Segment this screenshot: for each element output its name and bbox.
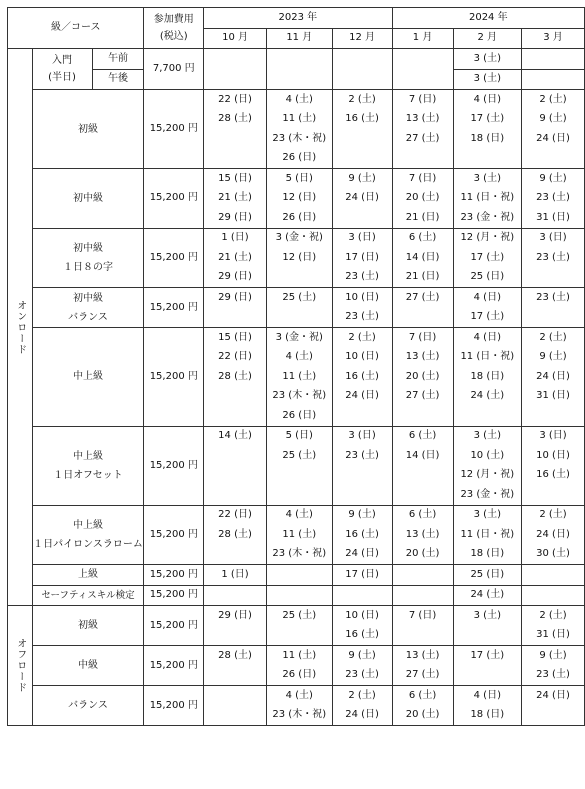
date-cell [266, 49, 332, 70]
date-cell: 18 (日) [453, 129, 521, 149]
date-cell: 1 (日) [204, 228, 267, 248]
date-cell: 13 (土) [392, 110, 453, 130]
date-cell: 24 (土) [453, 585, 521, 606]
date-cell: 1 (日) [204, 565, 267, 586]
date-cell: 3 (土) [453, 505, 521, 525]
date-cell: 11 (日・祝) [453, 189, 521, 209]
date-cell: 15 (日) [204, 169, 267, 189]
date-cell: 2 (土) [332, 328, 392, 348]
date-cell: 20 (土) [392, 367, 453, 387]
date-cell: 21 (日) [392, 208, 453, 228]
date-cell [392, 149, 453, 169]
date-cell [266, 585, 332, 606]
date-cell: 29 (日) [204, 288, 267, 308]
date-cell: 13 (土) [392, 525, 453, 545]
course-fee: 15,200 円 [144, 288, 204, 328]
course-row [8, 90, 585, 110]
date-cell: 4 (日) [453, 328, 521, 348]
date-cell: 4 (日) [453, 288, 521, 308]
date-cell [204, 686, 267, 706]
date-cell: 16 (土) [522, 466, 585, 486]
date-cell [204, 49, 267, 70]
date-cell: 24 (日) [522, 686, 585, 706]
date-cell: 31 (日) [522, 387, 585, 407]
course-row [8, 426, 585, 446]
date-cell: 2 (土) [332, 90, 392, 110]
date-cell [453, 626, 521, 646]
course-fee: 15,200 円 [144, 328, 204, 427]
course-label [32, 646, 144, 686]
date-cell: 9 (土) [522, 348, 585, 368]
course-label-line2: バランス [68, 311, 108, 323]
date-cell: 25 (日) [453, 565, 521, 586]
course-label [32, 606, 144, 646]
date-cell: 4 (日) [453, 686, 521, 706]
date-cell: 3 (土) [453, 606, 521, 626]
date-cell: 10 (日) [332, 288, 392, 308]
date-cell [453, 666, 521, 686]
month-header: 11 月 [266, 28, 332, 49]
date-cell: 7 (日) [392, 328, 453, 348]
date-cell [522, 406, 585, 426]
date-cell: 15 (日) [204, 328, 267, 348]
date-cell: 23 (金・祝) [453, 485, 521, 505]
date-cell: 11 (日・祝) [453, 348, 521, 368]
date-cell: 25 (土) [266, 446, 332, 466]
date-cell: 21 (土) [204, 189, 267, 209]
date-cell: 11 (土) [266, 367, 332, 387]
date-cell: 11 (土) [266, 525, 332, 545]
date-cell: 23 (土) [522, 189, 585, 209]
date-cell: 23 (木・祝) [266, 387, 332, 407]
date-cell [453, 406, 521, 426]
course-label [32, 426, 144, 505]
date-cell: 16 (土) [332, 110, 392, 130]
date-cell: 24 (日) [522, 525, 585, 545]
date-cell: 9 (土) [522, 169, 585, 189]
course-fee: 15,200 円 [144, 505, 204, 565]
date-cell [453, 149, 521, 169]
date-cell [332, 49, 392, 70]
section-label-onroad: オンロード [8, 49, 33, 606]
date-cell: 12 (日) [266, 248, 332, 268]
course-label-line1: バランス [68, 700, 108, 711]
date-cell: 9 (土) [332, 646, 392, 666]
date-cell: 14 (日) [392, 446, 453, 466]
course-fee: 15,200 円 [144, 606, 204, 646]
date-cell: 23 (金・祝) [453, 208, 521, 228]
course-label [32, 585, 144, 606]
course-fee: 15,200 円 [144, 169, 204, 229]
date-cell [204, 466, 267, 486]
date-cell [266, 268, 332, 288]
date-cell: 28 (土) [204, 525, 267, 545]
date-cell [204, 545, 267, 565]
date-cell: 2 (土) [522, 90, 585, 110]
date-cell: 11 (日・祝) [453, 525, 521, 545]
date-cell: 4 (土) [266, 348, 332, 368]
date-cell: 31 (日) [522, 208, 585, 228]
date-cell: 24 (日) [522, 129, 585, 149]
date-cell: 3 (日) [332, 228, 392, 248]
course-fee: 15,200 円 [144, 686, 204, 726]
date-cell: 11 (土) [266, 646, 332, 666]
date-cell: 24 (日) [332, 387, 392, 407]
course-label [32, 228, 144, 288]
date-cell: 7 (日) [392, 169, 453, 189]
trial-am-label: 午前 [92, 49, 144, 70]
date-cell [332, 149, 392, 169]
course-label-line1: 初中級 [73, 192, 104, 204]
course-label-line1: 初中級 [73, 292, 104, 304]
date-cell: 23 (木・祝) [266, 706, 332, 726]
date-cell: 28 (土) [204, 646, 267, 666]
date-cell: 9 (土) [332, 169, 392, 189]
date-cell: 23 (土) [332, 308, 392, 328]
date-cell [522, 268, 585, 288]
course-label [32, 565, 144, 586]
date-cell: 17 (土) [453, 646, 521, 666]
date-cell: 17 (土) [453, 248, 521, 268]
course-label [32, 505, 144, 565]
date-cell [332, 585, 392, 606]
date-cell: 22 (日) [204, 348, 267, 368]
month-header: 3 月 [522, 28, 585, 49]
section-label-offroad: オフロード [8, 606, 33, 726]
date-cell: 6 (土) [392, 686, 453, 706]
year-2023-header: 2023 年 [204, 8, 393, 29]
course-label-line1: 初中級 [73, 242, 104, 254]
date-cell [522, 308, 585, 328]
date-cell [204, 69, 267, 90]
course-label-line2: １日オフセット [53, 469, 123, 481]
date-cell: 16 (土) [332, 626, 392, 646]
date-cell: 23 (土) [332, 666, 392, 686]
month-header: 2 月 [453, 28, 521, 49]
date-cell [522, 585, 585, 606]
schedule-table [7, 7, 585, 726]
date-cell: 18 (日) [453, 545, 521, 565]
date-cell [392, 49, 453, 70]
date-cell [392, 626, 453, 646]
date-cell: 4 (土) [266, 505, 332, 525]
date-cell: 13 (土) [392, 646, 453, 666]
date-cell: 3 (土) [453, 169, 521, 189]
date-cell: 10 (日) [332, 348, 392, 368]
date-cell: 17 (土) [453, 110, 521, 130]
course-row [8, 686, 585, 706]
date-cell: 26 (日) [266, 149, 332, 169]
course-label-line1: 初級 [78, 620, 99, 631]
date-cell: 23 (木・祝) [266, 545, 332, 565]
date-cell: 11 (土) [266, 110, 332, 130]
date-cell [266, 308, 332, 328]
fee-header-line2: (税込) [159, 31, 188, 42]
date-cell [522, 565, 585, 586]
course-label-line1: 中上級 [73, 519, 104, 531]
date-cell: 3 (金・祝) [266, 328, 332, 348]
course-row [8, 288, 585, 308]
date-cell: 31 (日) [522, 626, 585, 646]
date-cell [392, 466, 453, 486]
date-cell: 14 (日) [392, 248, 453, 268]
date-cell [204, 149, 267, 169]
date-cell: 27 (土) [392, 387, 453, 407]
date-cell: 3 (日) [522, 426, 585, 446]
course-row [8, 228, 585, 248]
date-cell: 26 (日) [266, 406, 332, 426]
fee-column-header [144, 8, 204, 49]
course-label-line1: 中上級 [73, 450, 104, 462]
course-label-line2: １日パイロンスラローム [33, 538, 143, 550]
date-cell: 20 (土) [392, 545, 453, 565]
trial-fee: 7,700 円 [144, 49, 204, 90]
date-cell [392, 565, 453, 586]
date-cell: 29 (日) [204, 208, 267, 228]
date-cell: 2 (土) [522, 328, 585, 348]
date-cell: 5 (日) [266, 169, 332, 189]
date-cell [204, 308, 267, 328]
date-cell [522, 149, 585, 169]
date-cell [204, 626, 267, 646]
header-row-1 [8, 8, 585, 29]
date-cell: 25 (土) [266, 288, 332, 308]
date-cell: 6 (土) [392, 505, 453, 525]
date-cell [392, 485, 453, 505]
date-cell: 14 (土) [204, 426, 267, 446]
date-cell: 6 (土) [392, 426, 453, 446]
date-cell [392, 308, 453, 328]
date-cell: 3 (土) [453, 426, 521, 446]
date-cell: 10 (日) [332, 606, 392, 626]
date-cell [522, 485, 585, 505]
date-cell: 3 (土) [453, 69, 521, 90]
course-fee: 15,200 円 [144, 565, 204, 586]
date-cell [204, 706, 267, 726]
date-cell: 21 (日) [392, 268, 453, 288]
date-cell: 26 (日) [266, 208, 332, 228]
date-cell: 18 (日) [453, 367, 521, 387]
date-cell: 23 (土) [522, 666, 585, 686]
month-header: 12 月 [332, 28, 392, 49]
date-cell: 16 (土) [332, 525, 392, 545]
date-cell: 20 (土) [392, 189, 453, 209]
date-cell: 4 (土) [266, 90, 332, 110]
date-cell: 2 (土) [332, 686, 392, 706]
date-cell: 24 (日) [522, 367, 585, 387]
date-cell: 23 (土) [522, 288, 585, 308]
date-cell [204, 585, 267, 606]
course-row [8, 565, 585, 586]
date-cell: 29 (日) [204, 606, 267, 626]
date-cell: 22 (日) [204, 505, 267, 525]
date-cell [266, 485, 332, 505]
date-cell: 25 (日) [453, 268, 521, 288]
date-cell: 24 (土) [453, 387, 521, 407]
course-row [8, 169, 585, 189]
date-cell [332, 466, 392, 486]
date-cell: 12 (月・祝) [453, 466, 521, 486]
course-row [8, 646, 585, 666]
course-label-line2: １日８の字 [63, 261, 114, 273]
date-cell: 24 (日) [332, 189, 392, 209]
course-label-line1: 上級 [78, 569, 99, 581]
date-cell: 29 (日) [204, 268, 267, 288]
date-cell: 24 (日) [332, 545, 392, 565]
date-cell: 7 (日) [392, 90, 453, 110]
trial-pm-label: 午後 [92, 69, 144, 90]
date-cell: 27 (土) [392, 129, 453, 149]
date-cell: 22 (日) [204, 90, 267, 110]
date-cell: 26 (日) [266, 666, 332, 686]
month-header: 1 月 [392, 28, 453, 49]
date-cell: 10 (土) [453, 446, 521, 466]
course-fee: 15,200 円 [144, 426, 204, 505]
date-cell: 27 (土) [392, 288, 453, 308]
course-fee: 15,200 円 [144, 228, 204, 288]
date-cell: 23 (木・祝) [266, 129, 332, 149]
course-row [8, 606, 585, 626]
date-cell: 6 (土) [392, 228, 453, 248]
course-label-line1: セーフティスキル検定 [41, 589, 135, 601]
course-fee: 15,200 円 [144, 585, 204, 606]
date-cell: 21 (土) [204, 248, 267, 268]
date-cell: 3 (日) [522, 228, 585, 248]
year-2024-header: 2024 年 [392, 8, 584, 29]
date-cell: 30 (土) [522, 545, 585, 565]
date-cell: 18 (日) [453, 706, 521, 726]
date-cell: 3 (金・祝) [266, 228, 332, 248]
date-cell: 9 (土) [332, 505, 392, 525]
course-label [32, 686, 144, 726]
date-cell [332, 406, 392, 426]
course-label-line1: 初級 [78, 123, 99, 135]
date-cell: 23 (土) [332, 446, 392, 466]
date-cell: 17 (土) [453, 308, 521, 328]
course-label-line1: 中級 [78, 660, 99, 671]
date-cell: 9 (土) [522, 646, 585, 666]
date-cell [266, 565, 332, 586]
date-cell [522, 69, 585, 90]
course-label-line1: 中上級 [73, 371, 104, 383]
date-cell: 28 (土) [204, 367, 267, 387]
date-cell [332, 208, 392, 228]
date-cell: 28 (土) [204, 110, 267, 130]
trial-label-line2: (半日) [48, 72, 76, 83]
date-cell: 23 (土) [522, 248, 585, 268]
course-row [8, 585, 585, 606]
course-fee: 15,200 円 [144, 90, 204, 169]
date-cell: 16 (土) [332, 367, 392, 387]
date-cell: 27 (土) [392, 666, 453, 686]
date-cell [522, 706, 585, 726]
date-cell [332, 129, 392, 149]
date-cell [204, 387, 267, 407]
date-cell: 4 (日) [453, 90, 521, 110]
date-cell: 2 (土) [522, 606, 585, 626]
course-row [8, 328, 585, 348]
date-cell: 25 (土) [266, 606, 332, 626]
date-cell [204, 129, 267, 149]
date-cell: 10 (日) [522, 446, 585, 466]
date-cell [204, 666, 267, 686]
date-cell: 9 (土) [522, 110, 585, 130]
fee-header-line1: 参加費用 [153, 14, 194, 25]
date-cell: 17 (日) [332, 248, 392, 268]
date-cell [204, 485, 267, 505]
date-cell: 3 (土) [453, 49, 521, 70]
date-cell [332, 485, 392, 505]
date-cell: 24 (日) [332, 706, 392, 726]
date-cell [266, 626, 332, 646]
course-label [32, 169, 144, 229]
trial-row-pm [8, 69, 585, 90]
date-cell [392, 69, 453, 90]
course-label [32, 328, 144, 427]
date-cell: 7 (日) [392, 606, 453, 626]
course-label [32, 90, 144, 169]
date-cell: 17 (日) [332, 565, 392, 586]
date-cell: 20 (土) [392, 706, 453, 726]
date-cell: 4 (土) [266, 686, 332, 706]
date-cell [204, 406, 267, 426]
date-cell [204, 446, 267, 466]
trial-course-label [32, 49, 92, 90]
course-column-header: 級／コース [8, 8, 144, 49]
course-row [8, 505, 585, 525]
date-cell: 12 (日) [266, 189, 332, 209]
date-cell: 3 (日) [332, 426, 392, 446]
date-cell [392, 406, 453, 426]
trial-label-line1: 入門 [52, 55, 73, 66]
month-header: 10 月 [204, 28, 267, 49]
date-cell: 2 (土) [522, 505, 585, 525]
date-cell [392, 585, 453, 606]
date-cell [332, 69, 392, 90]
date-cell [266, 69, 332, 90]
course-label [32, 288, 144, 328]
date-cell [266, 466, 332, 486]
trial-row-am [8, 49, 585, 70]
date-cell [522, 49, 585, 70]
date-cell: 5 (日) [266, 426, 332, 446]
date-cell: 12 (月・祝) [453, 228, 521, 248]
date-cell: 23 (土) [332, 268, 392, 288]
course-fee: 15,200 円 [144, 646, 204, 686]
date-cell: 13 (土) [392, 348, 453, 368]
